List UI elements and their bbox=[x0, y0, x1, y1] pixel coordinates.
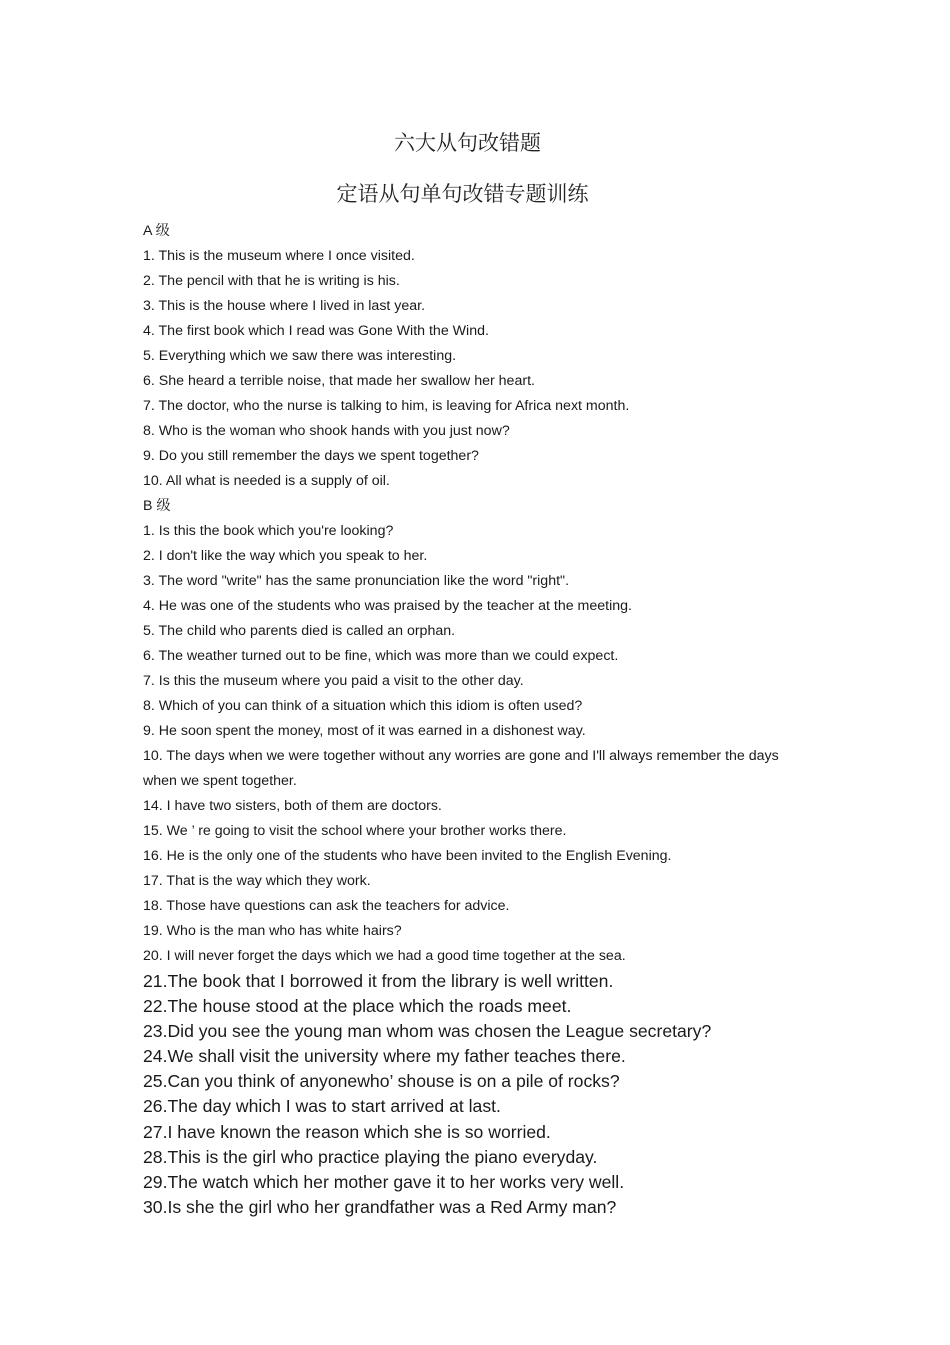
list-item: 8. Which of you can think of a situation which this idiom is often used? bbox=[143, 698, 583, 714]
list-item: 30.Is she the girl who her grandfather was a Red Army man? bbox=[143, 1196, 617, 1217]
list-item: 19. Who is the man who has white hairs? bbox=[143, 923, 402, 939]
list-item: 7. The doctor, who the nurse is talking to him, is leaving for Africa next month. bbox=[143, 398, 630, 414]
list-item: 14. I have two sisters, both of them are doctors. bbox=[143, 798, 442, 814]
level-a-heading: A 级 bbox=[143, 223, 170, 239]
list-item: 7. Is this the museum where you paid a visit to the other day. bbox=[143, 673, 524, 689]
list-item: 21.The book that I borrowed it from the library is well written. bbox=[143, 971, 614, 991]
list-item: 25.Can you think of anyonewho’ shouse is on a pile of rocks? bbox=[143, 1071, 620, 1092]
list-item: 9. He soon spent the money, most of it was earned in a dishonest way. bbox=[143, 723, 586, 739]
list-item: 6. The weather turned out to be fine, which was more than we could expect. bbox=[143, 648, 619, 664]
list-item: 4. The first book which I read was Gone With the Wind. bbox=[143, 323, 489, 339]
level-b-large-section bbox=[143, 969, 793, 1220]
exercise-content bbox=[143, 219, 793, 1220]
list-item: 18. Those have questions can ask the teachers for advice. bbox=[143, 898, 510, 914]
list-item: 3. The word "write" has the same pronunciation like the word "right". bbox=[143, 573, 570, 589]
page-subtitle: 定语从句单句改错专题训练 bbox=[336, 182, 589, 206]
list-item: 6. She heard a terrible noise, that made her swallow her heart. bbox=[143, 373, 535, 389]
list-item: 24.We shall visit the university where my father teaches there. bbox=[143, 1046, 626, 1067]
list-item: 5. Everything which we saw there was interesting. bbox=[143, 348, 457, 364]
level-b-section bbox=[143, 494, 793, 969]
list-item: 1. Is this the book which you're looking? bbox=[143, 523, 394, 539]
list-item: 5. The child who parents died is called an orphan. bbox=[143, 623, 456, 639]
list-item: 10. The days when we were together without any worries are gone and I'll always remember the days when we spent together. bbox=[143, 748, 779, 789]
page-title: 六大从句改错题 bbox=[394, 131, 541, 155]
list-item: 22.The house stood at the place which the roads meet. bbox=[143, 996, 572, 1017]
list-item: 15. We ’ re going to visit the school where your brother works there. bbox=[143, 823, 567, 839]
list-item: 10. All what is needed is a supply of oil. bbox=[143, 473, 390, 489]
list-item: 20. I will never forget the days which we had a good time together at the sea. bbox=[143, 948, 626, 964]
list-item: 2. The pencil with that he is writing is his. bbox=[143, 273, 400, 289]
list-item: 4. He was one of the students who was praised by the teacher at the meeting. bbox=[143, 598, 632, 614]
list-item: 29.The watch which her mother gave it to her works very well. bbox=[143, 1171, 625, 1192]
list-item: 8. Who is the woman who shook hands with you just now? bbox=[143, 423, 510, 439]
list-item: 23.Did you see the young man whom was chosen the League secretary? bbox=[143, 1021, 712, 1042]
list-item: 17. That is the way which they work. bbox=[143, 873, 371, 889]
list-item: 9. Do you still remember the days we spent together? bbox=[143, 448, 479, 464]
list-item: 2. I don't like the way which you speak to her. bbox=[143, 548, 428, 564]
list-item: 16. He is the only one of the students who have been invited to the English Evening. bbox=[143, 848, 672, 864]
list-item: 28.This is the girl who practice playing the piano everyday. bbox=[143, 1146, 598, 1167]
list-item: 27.I have known the reason which she is so worried. bbox=[143, 1121, 551, 1142]
list-item: 1. This is the museum where I once visited. bbox=[143, 248, 415, 264]
list-item: 26.The day which I was to start arrived at last. bbox=[143, 1096, 501, 1117]
list-item: 3. This is the house where I lived in last year. bbox=[143, 298, 426, 314]
level-b-heading: B 级 bbox=[143, 498, 171, 514]
level-a-section bbox=[143, 219, 793, 494]
